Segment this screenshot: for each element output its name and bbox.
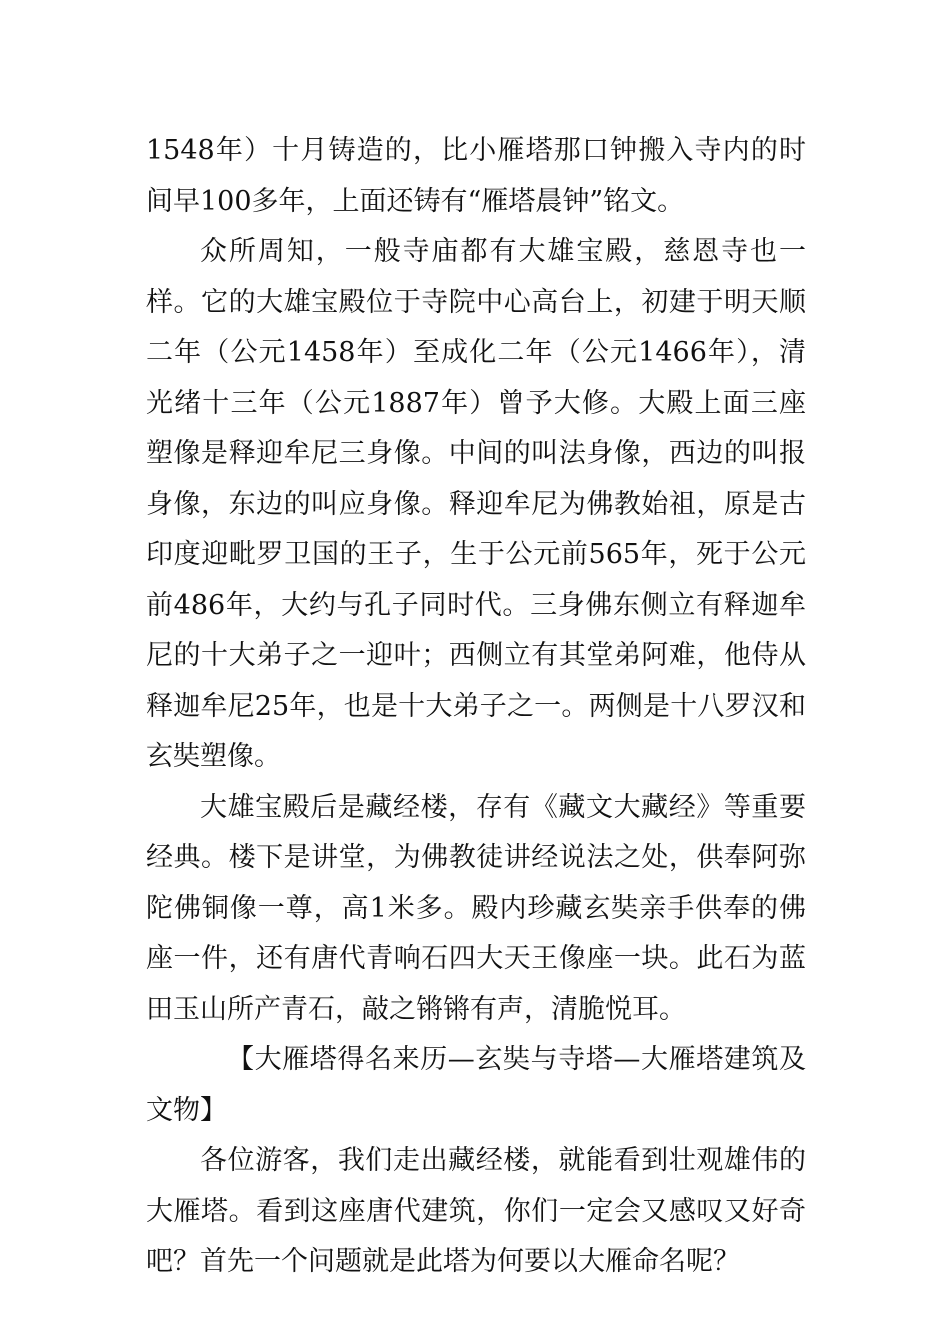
paragraph-main-hall: 众所周知，一般寺庙都有大雄宝殿，慈恩寺也一样。它的大雄宝殿位于寺院中心高台上，初建于明天顺二年（公元1458年）至成化二年（公元1466年），清光绪十三年（公元1887年）曾予大修。大殿上面三座塑像是释迎牟尼三身像。中间的叫法身像，西边的叫报身像，东边的叫应身像。释迎牟尼为佛教始祖，原是古印度迎毗罗卫国的王子，生于公元前565年，死于公元前486年，大约与孔子同时代。三身佛东侧立有释迦牟尼的十大弟子之一迎叶；西侧立有其堂弟阿难，他侍从释迦牟尼25年，也是十大弟子之一。两侧是十八罗汉和玄奘塑像。 [146,236,806,772]
paragraph-big-goose-pagoda: 各位游客，我们走出藏经楼，就能看到壮观雄伟的大雁塔。看到这座唐代建筑，你们一定会又感叹又好奇吧？首先一个问题就是此塔为何要以大雁命名呢？ [146,1145,806,1277]
section-heading: 【大雁塔得名来历—玄奘与寺塔—大雁塔建筑及文物】 [146,1044,806,1126]
document-page [146,126,806,1288]
paragraph-sutra-library: 大雄宝殿后是藏经楼，存有《藏文大藏经》等重要经典。楼下是讲堂，为佛教徒讲经说法之处，供奉阿弥陀佛铜像一尊，高1米多。殿内珍藏玄奘亲手供奉的佛座一件，还有唐代青响石四大天王像座一块。此石为蓝田玉山所产青石，敲之锵锵有声，清脆悦耳。 [146,791,806,1025]
paragraph-bell-inscription: 1548年）十月铸造的，比小雁塔那口钟搬入寺内的时间早100多年，上面还铸有“雁塔晨钟”铭文。 [146,135,806,217]
